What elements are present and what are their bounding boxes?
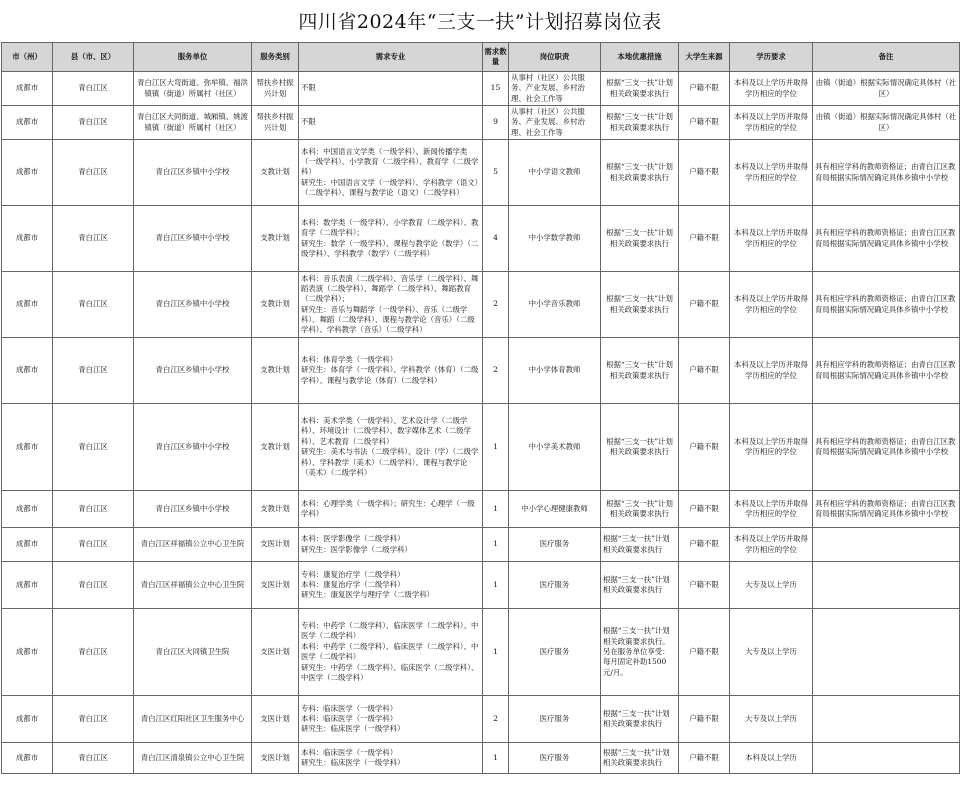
cell-note: [813, 743, 960, 774]
cell-category: 支医计划: [252, 696, 299, 743]
cell-category: 帮扶乡村振兴计划: [252, 106, 299, 140]
col-header-unit: 服务单位: [134, 43, 252, 72]
col-header-count: 需求数量: [483, 43, 509, 72]
cell-note: 具有相应学科的教师资格证；由青白江区教育局根据实际情况确定具体乡镇中小学校: [813, 272, 960, 338]
cell-duty: 中小学美术教师: [509, 404, 601, 491]
cell-duty: 医疗服务: [509, 609, 601, 696]
cell-source: 户籍不限: [679, 528, 730, 562]
col-header-duty: 岗位职责: [509, 43, 601, 72]
cell-edu: 大专及以上学历: [730, 562, 813, 609]
cell-note: [813, 696, 960, 743]
cell-unit: 青白江区祥福镇公立中心卫生院: [134, 528, 252, 562]
cell-policy: 根据“三支一扶”计划相关政策要求执行。另在服务单位享受：每月固定补助1500元/月。: [601, 609, 679, 696]
cell-major: 不限: [299, 72, 483, 106]
cell-major: 本科：美术学类（一级学科）、艺术设计学（二级学科）、环境设计（二级学科）、数字媒体艺术（二级学科）、艺术教育（二级学科） 研究生：美术与书法（二级学科）、设计（学）（二级学科）、学科教学（美术）（二级学科）、课程与教学论（美术）（二级学科）: [299, 404, 483, 491]
cell-source: 户籍不限: [679, 609, 730, 696]
cell-county: 青白江区: [53, 609, 134, 696]
cell-policy: 根据“三支一扶”计划相关政策要求执行: [601, 491, 679, 528]
col-header-source: 大学生来源: [679, 43, 730, 72]
cell-edu: 本科及以上学历并取得学历相应的学位: [730, 206, 813, 272]
cell-city: 成都市: [2, 72, 53, 106]
cell-category: 支教计划: [252, 206, 299, 272]
cell-major: 专科：中药学（二级学科）、临床医学（二级学科）、中医学（二级学科） 本科：中药学（二级学科）、临床医学（二级学科）、中医学（二级学科） 研究生：中药学（二级学科）、临床医学（二级学科）、中医学（二级学科）: [299, 609, 483, 696]
recruitment-table: [1, 42, 960, 774]
cell-policy: 根据“三支一扶”计划相关政策要求执行: [601, 562, 679, 609]
cell-edu: 大专及以上学历: [730, 696, 813, 743]
cell-policy: 根据“三支一扶”计划相关政策要求执行: [601, 528, 679, 562]
cell-duty: 医疗服务: [509, 743, 601, 774]
cell-count: 1: [483, 491, 509, 528]
cell-city: 成都市: [2, 743, 53, 774]
cell-city: 成都市: [2, 404, 53, 491]
cell-source: 户籍不限: [679, 562, 730, 609]
cell-major: 专科：临床医学（一级学科） 本科：临床医学（一级学科） 研究生：临床医学（一级学科）: [299, 696, 483, 743]
cell-source: 户籍不限: [679, 272, 730, 338]
col-header-edu: 学历要求: [730, 43, 813, 72]
cell-source: 户籍不限: [679, 404, 730, 491]
cell-major: 本科：音乐表演（二级学科）、音乐学（二级学科）、舞蹈表演（二级学科）、舞蹈学（二级学科）、舞蹈教育（二级学科）； 研究生：音乐与舞蹈学（一级学科）、音乐（二级学科）、舞蹈（二级学科）、课程与教学论（音乐）（二级学科）、学科教学（音乐）（二级学科）: [299, 272, 483, 338]
cell-unit: 青白江区乡镇中小学校: [134, 206, 252, 272]
cell-unit: 青白江区大同街道、城厢镇、姚渡镇镇（街道）所属村（社区）: [134, 106, 252, 140]
cell-duty: 中小学心理健康教师: [509, 491, 601, 528]
cell-unit: 青白江区大弯街道、弥牟镇、福洪镇镇（街道）所属村（社区）: [134, 72, 252, 106]
cell-unit: 青白江区清泉镇公立中心卫生院: [134, 743, 252, 774]
cell-duty: 从事村（社区）公共服务、产业发展、乡村治理、社会工作等: [509, 72, 601, 106]
cell-major: 不限: [299, 106, 483, 140]
cell-source: 户籍不限: [679, 338, 730, 404]
cell-source: 户籍不限: [679, 106, 730, 140]
cell-policy: 根据“三支一扶”计划相关政策要求执行: [601, 140, 679, 206]
cell-unit: 青白江区乡镇中小学校: [134, 338, 252, 404]
table-row: [2, 696, 960, 743]
table-row: [2, 609, 960, 696]
cell-duty: 中小学音乐教师: [509, 272, 601, 338]
cell-county: 青白江区: [53, 272, 134, 338]
cell-county: 青白江区: [53, 140, 134, 206]
cell-major: 本科：临床医学（一级学科） 研究生：临床医学（一级学科）: [299, 743, 483, 774]
cell-category: 支教计划: [252, 404, 299, 491]
cell-major: 本科：体育学类（一级学科） 研究生：体育学（一级学科）、学科教学（体育）（二级学科）、课程与教学论（体育）（二级学科）: [299, 338, 483, 404]
cell-city: 成都市: [2, 528, 53, 562]
cell-policy: 根据“三支一扶”计划相关政策要求执行: [601, 206, 679, 272]
cell-count: 5: [483, 140, 509, 206]
cell-county: 青白江区: [53, 491, 134, 528]
cell-county: 青白江区: [53, 338, 134, 404]
cell-category: 帮扶乡村振兴计划: [252, 72, 299, 106]
page-title: 四川省2024年“三支一扶”计划招募岗位表: [298, 11, 662, 33]
cell-unit: 青白江区祥福镇公立中心卫生院: [134, 562, 252, 609]
cell-count: 1: [483, 404, 509, 491]
cell-city: 成都市: [2, 140, 53, 206]
cell-source: 户籍不限: [679, 491, 730, 528]
cell-unit: 青白江区红阳社区卫生服务中心: [134, 696, 252, 743]
cell-major: 本科：中国语言文学类（一级学科）、新闻传播学类（一级学科）、小学教育（二级学科）、教育学（二级学科） 研究生：中国语言文学（一级学科）、学科教学（语文）（二级学科）、课程与教学论（语文）（二级学科）: [299, 140, 483, 206]
cell-edu: 本科及以上学历并取得学历相应的学位: [730, 72, 813, 106]
cell-unit: 青白江区乡镇中小学校: [134, 491, 252, 528]
cell-policy: 根据“三支一扶”计划相关政策要求执行: [601, 338, 679, 404]
cell-edu: 本科及以上学历并取得学历相应的学位: [730, 528, 813, 562]
cell-category: 支教计划: [252, 140, 299, 206]
table-header-row: [2, 43, 960, 72]
cell-duty: 从事村（社区）公共服务、产业发展、乡村治理、社会工作等: [509, 106, 601, 140]
cell-category: 支医计划: [252, 743, 299, 774]
cell-county: 青白江区: [53, 743, 134, 774]
cell-policy: 根据“三支一扶”计划相关政策要求执行: [601, 272, 679, 338]
cell-duty: 中小学体育教师: [509, 338, 601, 404]
cell-policy: 根据“三支一扶”计划相关政策要求执行: [601, 72, 679, 106]
cell-note: 具有相应学科的教师资格证；由青白江区教育局根据实际情况确定具体乡镇中小学校: [813, 206, 960, 272]
cell-policy: 根据“三支一扶”计划相关政策要求执行: [601, 106, 679, 140]
cell-duty: 医疗服务: [509, 562, 601, 609]
cell-policy: 根据“三支一扶”计划相关政策要求执行: [601, 404, 679, 491]
cell-edu: 本科及以上学历: [730, 743, 813, 774]
cell-edu: 本科及以上学历并取得学历相应的学位: [730, 338, 813, 404]
table-row: [2, 743, 960, 774]
col-header-policy: 本地优惠措施: [601, 43, 679, 72]
cell-unit: 青白江区乡镇中小学校: [134, 272, 252, 338]
cell-major: 专科：康复治疗学（二级学科） 本科：康复治疗学（二级学科） 研究生：康复医学与理疗学（二级学科）: [299, 562, 483, 609]
cell-duty: 医疗服务: [509, 528, 601, 562]
cell-county: 青白江区: [53, 528, 134, 562]
col-header-major: 需求专业: [299, 43, 483, 72]
cell-category: 支教计划: [252, 338, 299, 404]
cell-source: 户籍不限: [679, 743, 730, 774]
cell-city: 成都市: [2, 696, 53, 743]
cell-city: 成都市: [2, 562, 53, 609]
col-header-category: 服务类别: [252, 43, 299, 72]
table-row: [2, 491, 960, 528]
cell-city: 成都市: [2, 609, 53, 696]
table-row: [2, 206, 960, 272]
cell-edu: 本科及以上学历并取得学历相应的学位: [730, 106, 813, 140]
cell-count: 1: [483, 528, 509, 562]
cell-category: 支医计划: [252, 562, 299, 609]
cell-edu: 本科及以上学历并取得学历相应的学位: [730, 404, 813, 491]
cell-count: 1: [483, 562, 509, 609]
cell-note: [813, 562, 960, 609]
cell-city: 成都市: [2, 491, 53, 528]
cell-duty: 中小学数学教师: [509, 206, 601, 272]
cell-count: 2: [483, 272, 509, 338]
cell-note: 具有相应学科的教师资格证；由青白江区教育局根据实际情况确定具体乡镇中小学校: [813, 491, 960, 528]
cell-source: 户籍不限: [679, 696, 730, 743]
cell-count: 1: [483, 609, 509, 696]
cell-county: 青白江区: [53, 562, 134, 609]
cell-source: 户籍不限: [679, 206, 730, 272]
cell-note: 具有相应学科的教师资格证；由青白江区教育局根据实际情况确定具体乡镇中小学校: [813, 404, 960, 491]
cell-note: [813, 609, 960, 696]
cell-count: 2: [483, 338, 509, 404]
cell-category: 支医计划: [252, 528, 299, 562]
cell-major: 本科：数学类（一级学科）、小学教育（二级学科）、教育学（二级学科）； 研究生：数学（一级学科）、课程与教学论（数学）（二级学科）、学科教学（数学）（二级学科）: [299, 206, 483, 272]
col-header-city: 市（州）: [2, 43, 53, 72]
cell-source: 户籍不限: [679, 140, 730, 206]
table-row: [2, 528, 960, 562]
cell-policy: 根据“三支一扶”计划相关政策要求执行: [601, 743, 679, 774]
cell-county: 青白江区: [53, 696, 134, 743]
cell-duty: 中小学语文教师: [509, 140, 601, 206]
cell-note: 具有相应学科的教师资格证；由青白江区教育局根据实际情况确定具体乡镇中小学校: [813, 338, 960, 404]
cell-county: 青白江区: [53, 404, 134, 491]
cell-city: 成都市: [2, 272, 53, 338]
cell-edu: 本科及以上学历并取得学历相应的学位: [730, 491, 813, 528]
cell-county: 青白江区: [53, 106, 134, 140]
cell-count: 9: [483, 106, 509, 140]
cell-count: 2: [483, 696, 509, 743]
col-header-note: 备注: [813, 43, 960, 72]
cell-category: 支医计划: [252, 609, 299, 696]
cell-note: 具有相应学科的教师资格证；由青白江区教育局根据实际情况确定具体乡镇中小学校: [813, 140, 960, 206]
cell-source: 户籍不限: [679, 72, 730, 106]
table-row: [2, 140, 960, 206]
cell-policy: 根据“三支一扶”计划相关政策要求执行: [601, 696, 679, 743]
cell-count: 15: [483, 72, 509, 106]
cell-unit: 青白江区乡镇中小学校: [134, 404, 252, 491]
table-row: [2, 106, 960, 140]
cell-note: [813, 528, 960, 562]
table-row: [2, 562, 960, 609]
cell-major: 本科：心理学类（一级学科）；研究生：心理学（一级学科）: [299, 491, 483, 528]
cell-edu: 大专及以上学历: [730, 609, 813, 696]
cell-note: 由镇（街道）根据实际情况确定具体村（社区）: [813, 106, 960, 140]
cell-count: 1: [483, 743, 509, 774]
cell-unit: 青白江区大同镇卫生院: [134, 609, 252, 696]
table-row: [2, 338, 960, 404]
cell-count: 4: [483, 206, 509, 272]
cell-category: 支教计划: [252, 272, 299, 338]
table-row: [2, 404, 960, 491]
cell-category: 支教计划: [252, 491, 299, 528]
cell-city: 成都市: [2, 106, 53, 140]
cell-city: 成都市: [2, 206, 53, 272]
col-header-county: 县（市、区）: [53, 43, 134, 72]
cell-city: 成都市: [2, 338, 53, 404]
cell-edu: 本科及以上学历并取得学历相应的学位: [730, 140, 813, 206]
table-row: [2, 72, 960, 106]
table-row: [2, 272, 960, 338]
cell-note: 由镇（街道）根据实际情况确定具体村（社区）: [813, 72, 960, 106]
cell-duty: 医疗服务: [509, 696, 601, 743]
cell-county: 青白江区: [53, 206, 134, 272]
cell-major: 本科：医学影像学（二级学科） 研究生：医学影像学（二级学科）: [299, 528, 483, 562]
cell-county: 青白江区: [53, 72, 134, 106]
cell-unit: 青白江区乡镇中小学校: [134, 140, 252, 206]
cell-edu: 本科及以上学历并取得学历相应的学位: [730, 272, 813, 338]
